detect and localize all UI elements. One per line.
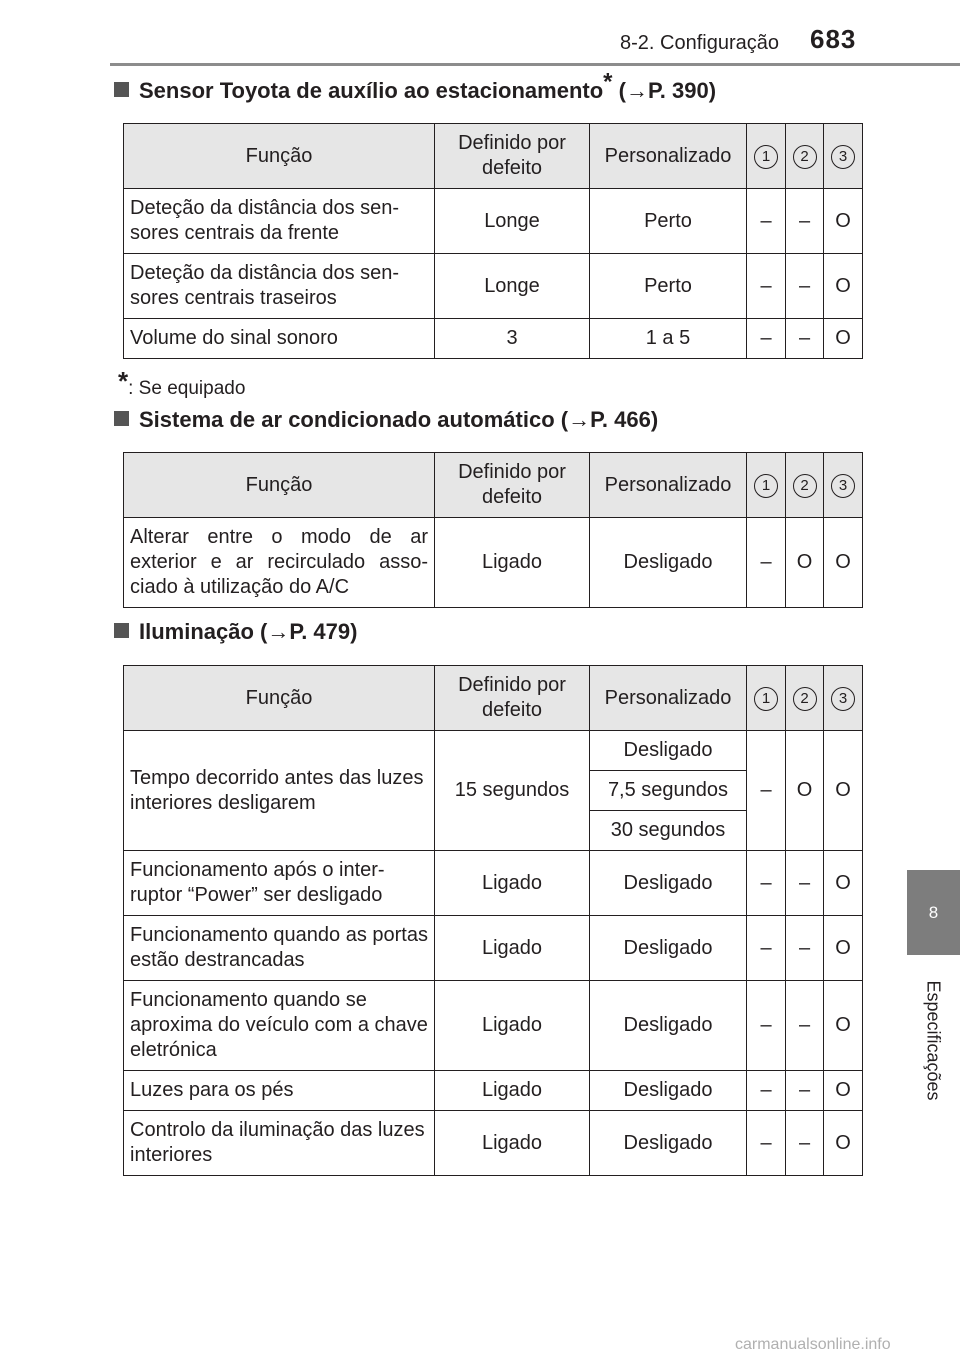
cell-col-3: O — [824, 1111, 863, 1176]
cell-col-1: – — [747, 981, 786, 1071]
cell-col-1: – — [747, 1071, 786, 1111]
cell-funcao: Tempo decorrido antes das luzes interiores desligarem — [124, 731, 435, 851]
page-number: 683 — [810, 24, 857, 54]
header-col-1 — [747, 666, 786, 731]
table-row — [124, 518, 863, 608]
cell-personalizado: Perto — [590, 254, 747, 319]
chapter-number: 8 — [928, 902, 939, 922]
header-col-2 — [786, 453, 824, 518]
cell-definido: Ligado — [435, 1111, 590, 1176]
table-row — [124, 851, 863, 916]
header-col-2 — [786, 666, 824, 731]
page-reference: (→P. 390) — [612, 78, 717, 103]
cell-col-2: – — [786, 916, 824, 981]
section-title: 8-2. Configuração — [620, 32, 779, 54]
cell-col-2: – — [786, 851, 824, 916]
cell-personalizado: Desligado — [590, 518, 747, 608]
heading-title: Sensor Toyota de auxílio ao estacionamento — [139, 78, 604, 103]
circled-1-icon: 1 — [754, 474, 778, 498]
bullet-square-icon — [114, 82, 129, 97]
table-row — [124, 916, 863, 981]
cell-funcao: Funcionamento após o inter- ruptor “Power” ser desligado — [124, 851, 435, 916]
table-row — [124, 1111, 863, 1176]
cell-col-1: – — [747, 254, 786, 319]
cell-definido: Ligado — [435, 1071, 590, 1111]
page-reference: (→P. 479) — [253, 619, 358, 644]
cell-funcao: Deteção da distância dos sen- sores centrais da frente — [124, 189, 435, 254]
cell-personalizado-option: 30 segundos — [590, 811, 747, 851]
chapter-title: Especificações — [924, 979, 944, 1101]
cell-col-3: O — [824, 731, 863, 851]
table-row — [124, 189, 863, 254]
cell-col-2: – — [786, 319, 824, 359]
cell-col-2: – — [786, 981, 824, 1071]
heading-title: Sistema de ar condicionado automático — [139, 407, 555, 432]
header-divider — [110, 63, 960, 66]
cell-col-1: – — [747, 731, 786, 851]
table-air-conditioning — [123, 452, 863, 608]
cell-col-3: O — [824, 981, 863, 1071]
cell-definido: Longe — [435, 189, 590, 254]
header-personalizado: Personalizado — [590, 666, 747, 731]
cell-col-2: – — [786, 254, 824, 319]
table-parking-sensor — [123, 123, 863, 359]
cell-col-2: O — [786, 731, 824, 851]
asterisk-mark: * — [603, 68, 613, 96]
cell-personalizado: 1 a 5 — [590, 319, 747, 359]
header-definido: Definido por defeito — [435, 666, 590, 731]
footnote-text: : Se equipado — [128, 378, 246, 399]
cell-personalizado-option: 7,5 segundos — [590, 771, 747, 811]
cell-col-1: – — [747, 1111, 786, 1176]
cell-funcao: Funcionamento quando se aproxima do veículo com a chave eletrónica — [124, 981, 435, 1071]
section-heading-parking-sensor — [114, 68, 717, 104]
footnote — [118, 366, 245, 400]
cell-col-3: O — [824, 1071, 863, 1111]
cell-col-3: O — [824, 851, 863, 916]
cell-col-3: O — [824, 319, 863, 359]
cell-definido: Ligado — [435, 981, 590, 1071]
header-definido: Definido por defeito — [435, 453, 590, 518]
header-col-1 — [747, 453, 786, 518]
header-funcao: Função — [124, 453, 435, 518]
circled-1-icon: 1 — [754, 145, 778, 169]
table-header-row — [124, 124, 863, 189]
circled-2-icon: 2 — [793, 145, 817, 169]
chapter-tab[interactable] — [907, 870, 960, 955]
cell-funcao: Deteção da distância dos sen- sores centrais traseiros — [124, 254, 435, 319]
cell-definido: 3 — [435, 319, 590, 359]
cell-col-2: – — [786, 189, 824, 254]
cell-funcao: Alterar entre o modo de ar exterior e ar recirculado asso- ciado à utilização do A/C — [124, 518, 435, 608]
cell-col-1: – — [747, 189, 786, 254]
cell-col-2: O — [786, 518, 824, 608]
cell-col-2: – — [786, 1111, 824, 1176]
bullet-square-icon — [114, 411, 129, 426]
table-row — [124, 981, 863, 1071]
circled-2-icon: 2 — [793, 474, 817, 498]
section-heading-lighting — [114, 619, 357, 645]
cell-col-3: O — [824, 518, 863, 608]
cell-col-3: O — [824, 916, 863, 981]
cell-definido: Longe — [435, 254, 590, 319]
cell-personalizado: Desligado — [590, 1111, 747, 1176]
page-reference: (→P. 466) — [554, 407, 659, 432]
cell-personalizado: Perto — [590, 189, 747, 254]
cell-funcao: Luzes para os pés — [124, 1071, 435, 1111]
circled-2-icon: 2 — [793, 687, 817, 711]
header-col-1 — [747, 124, 786, 189]
cell-personalizado: Desligado — [590, 1071, 747, 1111]
watermark: carmanualsonline.info — [735, 1336, 891, 1353]
circled-3-icon: 3 — [831, 687, 855, 711]
cell-col-3: O — [824, 254, 863, 319]
header-col-2 — [786, 124, 824, 189]
header-col-3 — [824, 124, 863, 189]
table-row — [124, 319, 863, 359]
header-definido: Definido por defeito — [435, 124, 590, 189]
header-personalizado: Personalizado — [590, 124, 747, 189]
footnote-asterisk: * — [118, 366, 129, 396]
header-col-3 — [824, 453, 863, 518]
cell-personalizado: Desligado — [590, 916, 747, 981]
table-lighting — [123, 665, 863, 1176]
circled-1-icon: 1 — [754, 687, 778, 711]
cell-col-3: O — [824, 189, 863, 254]
circled-3-icon: 3 — [831, 145, 855, 169]
table-row — [124, 731, 863, 771]
cell-col-1: – — [747, 851, 786, 916]
circled-3-icon: 3 — [831, 474, 855, 498]
chapter-side-label — [907, 960, 960, 1120]
cell-personalizado: Desligado — [590, 981, 747, 1071]
cell-col-2: – — [786, 1071, 824, 1111]
cell-definido: Ligado — [435, 916, 590, 981]
header-col-3 — [824, 666, 863, 731]
cell-definido: Ligado — [435, 518, 590, 608]
cell-definido: Ligado — [435, 851, 590, 916]
cell-funcao: Funcionamento quando as portas estão destrancadas — [124, 916, 435, 981]
cell-funcao: Controlo da iluminação das luzes interiores — [124, 1111, 435, 1176]
header-personalizado: Personalizado — [590, 453, 747, 518]
table-row — [124, 1071, 863, 1111]
table-header-row — [124, 453, 863, 518]
cell-personalizado: Desligado — [590, 851, 747, 916]
cell-funcao: Volume do sinal sonoro — [124, 319, 435, 359]
table-header-row — [124, 666, 863, 731]
cell-col-1: – — [747, 518, 786, 608]
heading-title: Iluminação — [139, 619, 254, 644]
section-heading-air-conditioning — [114, 407, 658, 433]
header-funcao: Função — [124, 124, 435, 189]
cell-personalizado-option: Desligado — [590, 731, 747, 771]
header-funcao: Função — [124, 666, 435, 731]
cell-col-1: – — [747, 319, 786, 359]
cell-col-1: – — [747, 916, 786, 981]
cell-definido: 15 segundos — [435, 731, 590, 851]
bullet-square-icon — [114, 623, 129, 638]
table-row — [124, 254, 863, 319]
